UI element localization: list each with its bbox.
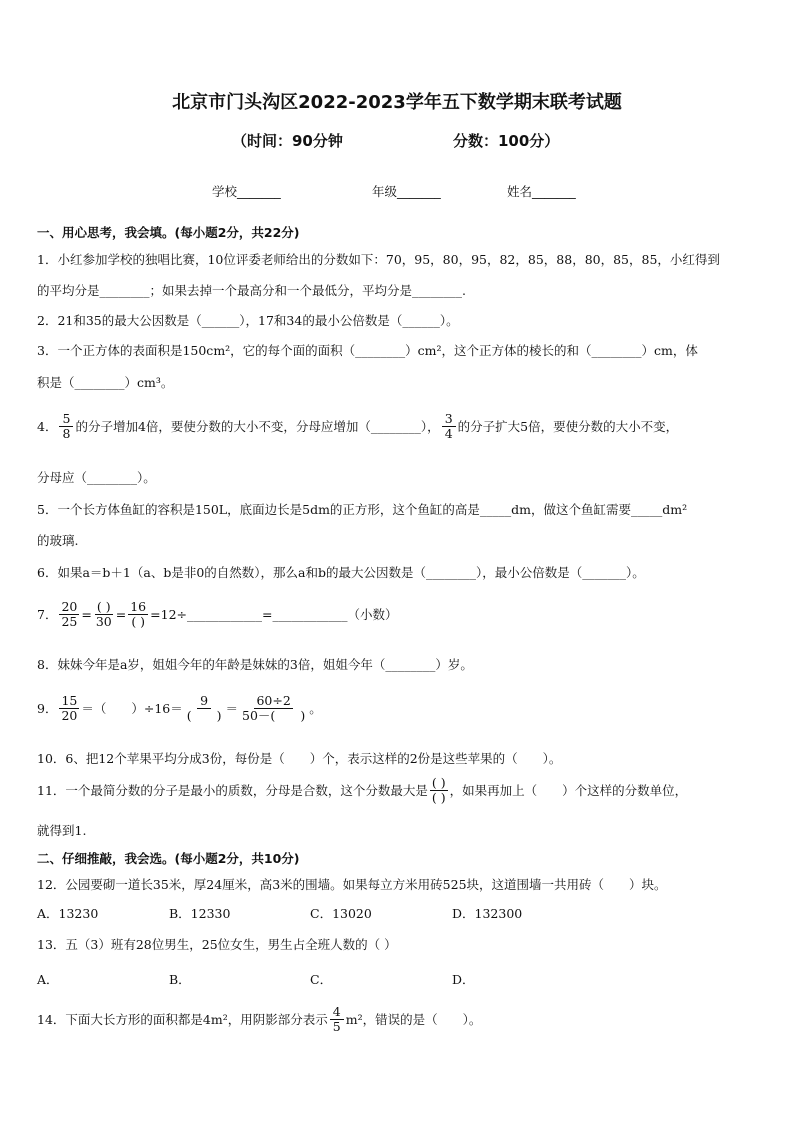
option-A[interactable]: A． [37, 972, 59, 987]
text: 10．6、把12个苹果平均分成3份，每份是（ ）个，表示这样的2份是这些苹果的（ ）。 [37, 751, 562, 766]
question-line [37, 468, 156, 486]
text: 7． [37, 607, 58, 623]
text: 8．妹妹今年是a岁，姐姐今年的年龄是妹妹的3倍，姐姐今年（________）岁。 [37, 657, 473, 672]
question-line [37, 749, 561, 767]
fraction-numerator: ( ) [431, 775, 446, 790]
fraction [330, 1005, 344, 1034]
fraction [442, 412, 456, 441]
name-field[interactable]: 姓名_______ [507, 184, 576, 199]
fraction [59, 600, 79, 629]
fraction-denominator: 5 [332, 1018, 341, 1034]
text: 9． [37, 701, 58, 717]
text: 。 [309, 701, 322, 717]
question-line [37, 281, 466, 299]
question-line [37, 563, 645, 581]
text: 二、仔细推敲，我会选。(每小题2分，共10分) [37, 851, 300, 866]
text: ＝（ ）÷16＝ [81, 701, 183, 717]
question-line [37, 875, 667, 893]
fraction-numerator: 15 [61, 693, 78, 708]
option-B[interactable]: B． [169, 972, 191, 987]
fraction [59, 694, 79, 723]
fraction [240, 694, 307, 723]
page-title: 北京市门头沟区2022-2023学年五下数学期末联考试题 [172, 92, 622, 113]
fraction-denominator: ( ) [186, 707, 222, 723]
text: 分母应（________）。 [37, 470, 156, 485]
option-D[interactable]: D．132300 [452, 906, 523, 921]
question-line [37, 1005, 481, 1034]
fraction-denominator: 50－( ) [242, 707, 306, 723]
question-line [37, 373, 173, 391]
exam-score: 分数：100分） [453, 132, 560, 150]
text: ，如果再加上（ ）个这样的分数单位， [449, 783, 688, 799]
fraction [430, 776, 448, 805]
fraction-numerator: 20 [61, 599, 78, 614]
text: 5．一个长方体鱼缸的容积是150L，底面边长是5dm的正方形，这个鱼缸的高是_____dm，做这个鱼缸需要_____dm² [37, 502, 688, 517]
fraction-denominator: ( ) [131, 613, 146, 629]
fraction-denominator: 4 [444, 425, 453, 441]
fraction-numerator: 3 [442, 412, 456, 427]
text: 1．小红参加学校的独唱比赛，10位评委老师给出的分数如下：70，95，80，95，82，85，88，80，85，85，小红得到 [37, 252, 720, 267]
text: 的平均分是________；如果去掉一个最高分和一个最低分，平均分是________. [37, 283, 466, 298]
question-line [37, 250, 720, 268]
text: 4． [37, 419, 58, 435]
option-B[interactable]: B．12330 [169, 906, 231, 921]
text: 就得到1. [37, 823, 87, 838]
exam-time: （时间：90分钟 [232, 132, 343, 150]
text: 一、用心思考，我会填。(每小题2分，共22分) [37, 225, 300, 240]
text: 2．21和35的最大公因数是（______），17和34的最小公倍数是（______）。 [37, 313, 459, 328]
fraction-denominator: ( ) [431, 789, 446, 805]
fraction-numerator: 16 [130, 599, 147, 614]
text: 3．一个正方体的表面积是150cm²，它的每个面的面积（________）cm²，这个正方体的棱长的和（________）cm，体 [37, 343, 698, 358]
fraction [94, 600, 114, 629]
school-field[interactable]: 学校_______ [212, 184, 281, 199]
text: 的玻璃. [37, 533, 79, 548]
question-line [37, 694, 322, 723]
fraction-numerator: ( ) [96, 599, 111, 614]
fraction [128, 600, 148, 629]
question-line [37, 776, 687, 805]
section-heading [37, 223, 300, 241]
option-D[interactable]: D． [452, 972, 475, 987]
fraction-numerator: 9 [197, 694, 211, 709]
question-line [37, 412, 678, 441]
fraction-denominator: 8 [62, 425, 71, 441]
text: = [115, 606, 127, 622]
question-line [37, 531, 78, 549]
fraction [185, 694, 224, 723]
text: =12÷____________=____________（小数） [150, 607, 398, 623]
question-line [37, 311, 459, 329]
text: ＝ [225, 701, 239, 717]
fraction-denominator: 20 [61, 707, 78, 723]
fraction-denominator: 25 [61, 613, 78, 629]
text: = [81, 606, 92, 622]
fraction-denominator: 30 [95, 613, 112, 629]
fraction-numerator: 4 [330, 1005, 344, 1020]
text: 6．如果a＝b＋1（a、b是非0的自然数），那么a和b的最大公因数是（________），最小公倍数是（_______）。 [37, 565, 645, 580]
text: 12．公园要砌一道长35米，厚24厘米，高3米的围墙。如果每立方米用砖525块，这道围墙一共用砖（ ）块。 [37, 877, 667, 892]
question-line [37, 600, 397, 629]
question-line [37, 655, 473, 673]
text: m²，错误的是（ ）。 [345, 1012, 482, 1028]
fraction-numerator: 60÷2 [256, 693, 291, 708]
option-C[interactable]: C．13020 [310, 906, 372, 921]
option-A[interactable]: A．13230 [37, 906, 99, 921]
text: 11．一个最简分数的分子是最小的质数，分母是合数，这个分数最大是 [37, 783, 428, 799]
fraction [59, 412, 73, 441]
question-line [37, 341, 698, 359]
question-line [37, 500, 687, 518]
text: 的分子增加4倍，要使分数的大小不变，分母应增加（________）， [75, 419, 440, 435]
text: 13．五（3）班有28位男生，25位女生，男生占全班人数的（ ） [37, 937, 397, 952]
option-C[interactable]: C． [310, 972, 333, 987]
grade-field[interactable]: 年级_______ [372, 184, 441, 199]
question-line [37, 935, 397, 953]
text: 积是（________）cm³。 [37, 375, 174, 390]
text: 14．下面大长方形的面积都是4m²，用阴影部分表示 [37, 1012, 328, 1028]
fraction-numerator: 5 [59, 412, 73, 427]
question-line [37, 821, 86, 839]
text: 的分子扩大5倍，要使分数的大小不变， [457, 419, 679, 435]
section-heading [37, 849, 300, 867]
